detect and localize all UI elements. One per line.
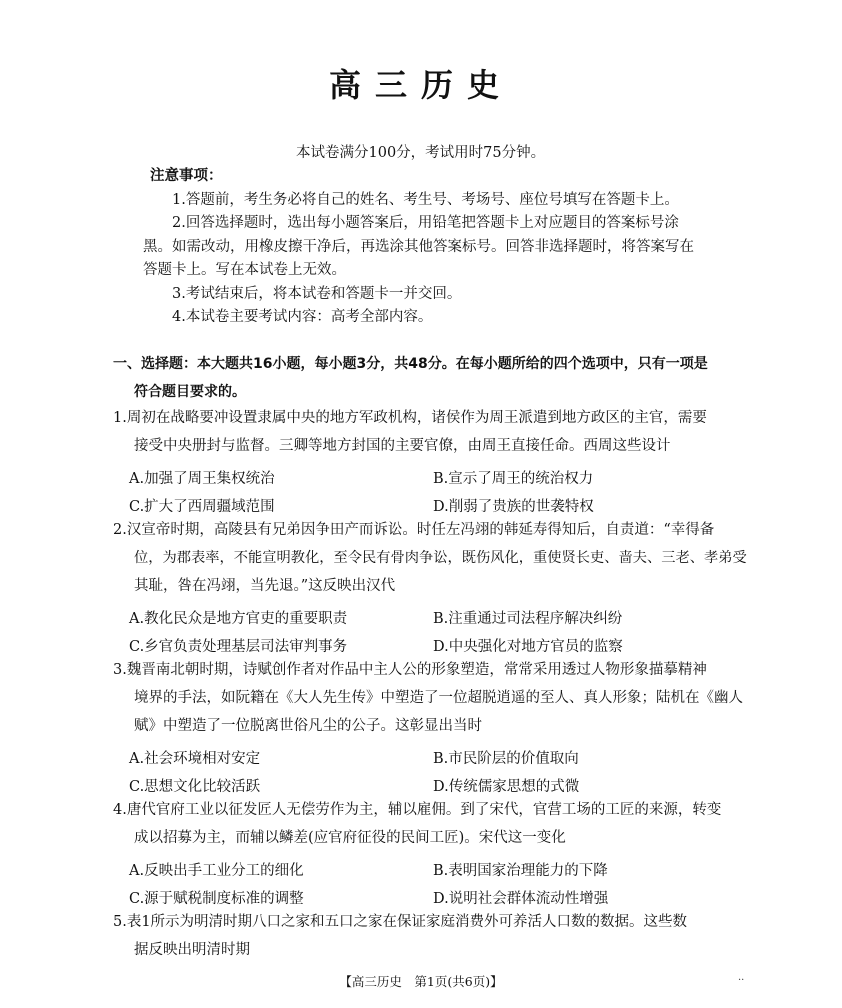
section-heading: 一、选择题：本大题共16小题，每小题3分，共48分。在每小题所给的四个选项中，只有一项是 (113, 356, 708, 372)
notice-line: 1.答题前，考生务必将自己的姓名、考生号、考场号、座位号填写在答题卡上。 (172, 192, 679, 208)
question-3-option-c: C.思想文化比较活跃 (129, 779, 261, 795)
question-2-option-a: A.教化民众是地方官吏的重要职责 (129, 611, 348, 627)
question-5-text: 5.表1所示为明清时期八口之家和五口之家在保证家庭消费外可养活人口数的数据。这些数 (113, 914, 688, 930)
question-2-text: 位，为郡表率，不能宣明教化，至令民有骨肉争讼，既伤风化，重使贤长吏、啬夫、三老、孝弟受 (134, 550, 747, 566)
notice-line: 3.考试结束后，将本试卷和答题卡一并交回。 (172, 286, 462, 302)
question-2-text: 其耻，咎在冯翊，当先退。”这反映出汉代 (134, 578, 396, 594)
question-1-option-a: A.加强了周王集权统治 (129, 471, 275, 487)
notice-line: 黑。如需改动，用橡皮擦干净后，再选涂其他答案标号。回答非选择题时，将答案写在 (143, 239, 694, 255)
corner-mark: ·· (738, 975, 745, 986)
section-heading-cont: 符合题目要求的。 (134, 384, 246, 400)
question-2-option-b: B.注重通过司法程序解决纠纷 (433, 611, 623, 627)
question-1-option-c: C.扩大了西周疆域范围 (129, 499, 275, 515)
question-3-text: 境界的手法，如阮籍在《大人先生传》中塑造了一位超脱逍遥的至人、真人形象；陆机在《幽人 (134, 690, 743, 706)
question-4-option-d: D.说明社会群体流动性增强 (433, 891, 609, 907)
notice-line: 4.本试卷主要考试内容：高考全部内容。 (172, 309, 433, 325)
question-3-text: 3.魏晋南北朝时期，诗赋创作者对作品中主人公的形象塑造，常常采用透过人物形象描摹精神 (113, 662, 707, 678)
question-4-text: 4.唐代官府工业以征发匠人无偿劳作为主，辅以雇佣。到了宋代，官营工场的工匠的来源，转变 (113, 802, 722, 818)
question-4-text: 成以招募为主，而辅以鳞差(应官府征役的民间工匠)。宋代这一变化 (134, 830, 566, 846)
notice-heading: 注意事项： (150, 168, 223, 184)
question-4-option-c: C.源于赋税制度标准的调整 (129, 891, 304, 907)
page-title: 高三历史 (328, 66, 513, 104)
question-3-text: 赋》中塑造了一位脱离世俗凡尘的公子。这彰显出当时 (134, 718, 482, 734)
question-4-option-a: A.反映出手工业分工的细化 (129, 863, 304, 879)
question-1-option-b: B.宣示了周王的统治权力 (433, 471, 594, 487)
page-footer: 【高三历史 第1页(共6页)】 (339, 974, 503, 989)
question-3-option-a: A.社会环境相对安定 (129, 751, 261, 767)
question-3-option-b: B.市民阶层的价值取向 (433, 751, 579, 767)
question-1-text: 1.周初在战略要冲设置隶属中央的地方军政机构，诸侯作为周王派遣到地方政区的主官，需要 (113, 410, 707, 426)
notice-line: 2.回答选择题时，选出每小题答案后，用铅笔把答题卡上对应题目的答案标号涂 (172, 215, 679, 231)
question-2-option-c: C.乡官负责处理基层司法审判事务 (129, 639, 348, 655)
question-2-option-d: D.中央强化对地方官员的监察 (433, 639, 623, 655)
question-3-option-d: D.传统儒家思想的式微 (433, 779, 580, 795)
question-1-option-d: D.削弱了贵族的世袭特权 (433, 499, 594, 515)
question-2-text: 2.汉宣帝时期，高陵县有兄弟因争田产而诉讼。时任左冯翊的韩延寿得知后，自责道：“幸得备 (113, 522, 715, 538)
question-5-text: 据反映出明清时期 (134, 942, 250, 958)
exam-intro: 本试卷满分100分，考试用时75分钟。 (296, 145, 546, 161)
question-1-text: 接受中央册封与监督。三卿等地方封国的主要官僚，由周王直接任命。西周这些设计 (134, 438, 671, 454)
notice-line: 答题卡上。写在本试卷上无效。 (143, 262, 346, 278)
question-4-option-b: B.表明国家治理能力的下降 (433, 863, 608, 879)
